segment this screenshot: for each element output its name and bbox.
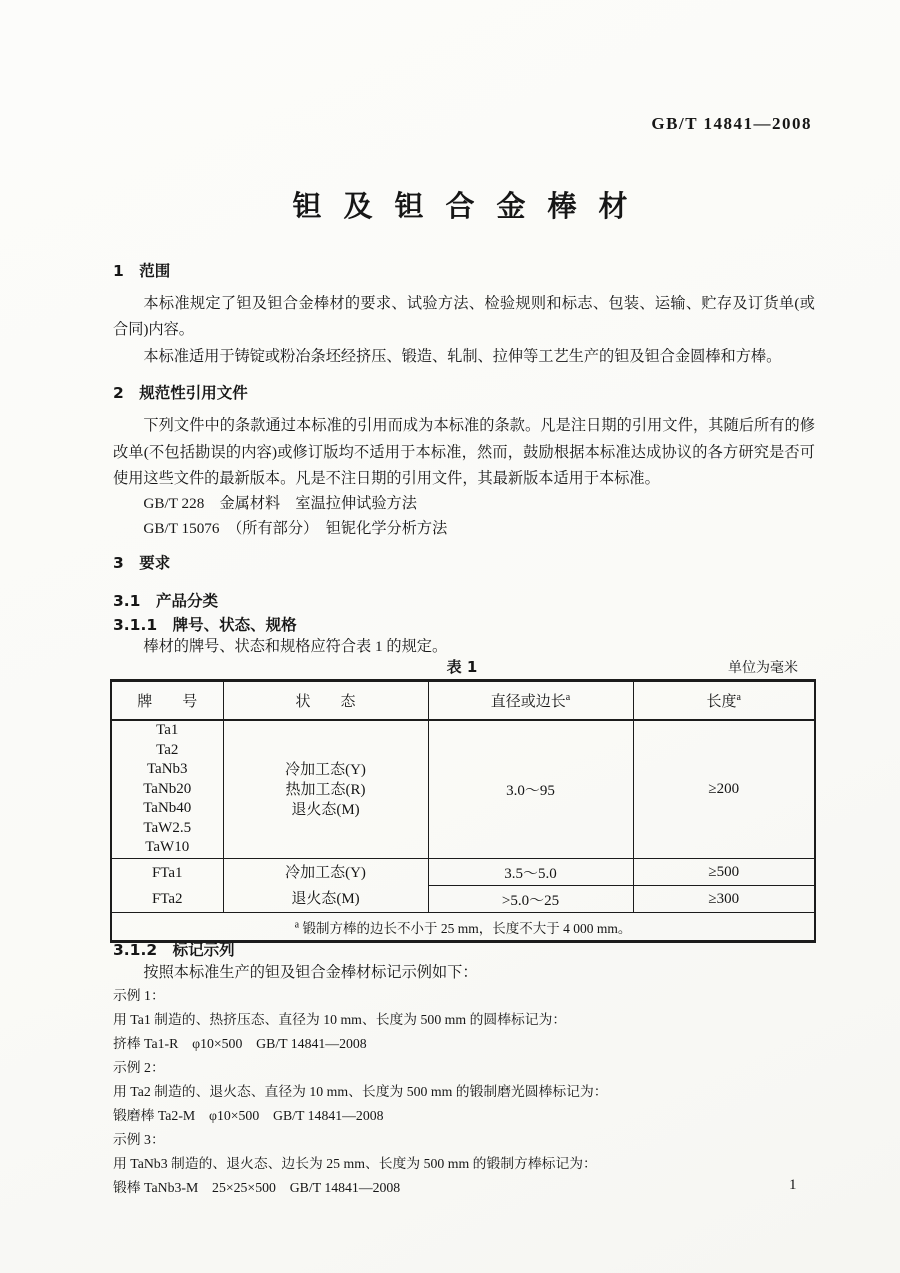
example-3-desc: 用 TaNb3 制造的、退火态、边长为 25 mm、长度为 500 mm 的锻制方棒标记为： <box>113 1156 597 1171</box>
reference-gbt15076: GB/T 15076 （所有部分） 钽铌化学分析方法 <box>143 520 448 537</box>
brand-tanb20: TaNb20 <box>143 780 192 797</box>
cell-group1-size: 3.0～95 <box>428 720 633 859</box>
standard-code: GB/T 14841—2008 <box>651 114 812 133</box>
column-header-brand: 牌 号 <box>111 681 223 721</box>
brand-taw10: TaW10 <box>145 839 190 856</box>
brand-taw2-5: TaW2.5 <box>143 819 192 836</box>
brand-ta1: Ta1 <box>156 722 179 739</box>
example-2-mark: 锻磨棒 Ta2-M φ10×500 GB/T 14841—2008 <box>113 1108 384 1123</box>
section-1-paragraph-1: 本标准规定了钽及钽合金棒材的要求、试验方法、检验规则和标志、包装、运输、贮存及订货单(或合同)内容。 <box>113 295 815 338</box>
footnote-marker: a <box>294 919 300 930</box>
section-3-1-2-heading: 3.1.2 标记示列 <box>113 941 235 959</box>
table-row-group2-sub1 <box>111 859 815 886</box>
section-2-heading: 2 规范性引用文件 <box>113 384 248 402</box>
brand-tanb40: TaNb40 <box>143 800 192 817</box>
example-1-desc: 用 Ta1 制造的、热挤压态、直径为 10 mm、长度为 500 mm 的圆棒标记为： <box>113 1012 567 1027</box>
cell-group1-length: ≥200 <box>633 720 815 859</box>
table-unit-note: 单位为毫米 <box>728 661 798 676</box>
table-1 <box>110 679 816 943</box>
section-1-heading: 1 范围 <box>113 262 171 280</box>
brand-ta2: Ta2 <box>156 741 179 758</box>
state-cold-worked: 冷加工态(Y) <box>285 761 366 778</box>
table-header-row <box>111 681 815 721</box>
example-1-label: 示例 1： <box>113 988 165 1003</box>
example-3-mark: 锻棒 TaNb3-M 25×25×500 GB/T 14841—2008 <box>113 1180 401 1195</box>
footnote-text: 锻制方棒的边长不小于 25 mm，长度不大于 4 000 mm。 <box>302 920 632 936</box>
state-hot-worked: 热加工态(R) <box>285 781 366 798</box>
page-number: 1 <box>789 1177 797 1193</box>
section-3-1-1-paragraph: 棒材的牌号、状态和规格应符合表 1 的规定。 <box>143 638 448 655</box>
state-annealed-2: 退火态(M) <box>291 890 360 907</box>
document-title: 钽及钽合金棒材 <box>292 189 650 223</box>
section-2-paragraph-1: 下列文件中的条款通过本标准的引用而成为本标准的条款。凡是注日期的引用文件，其随后所有的修改单(不包括勘误的内容)或修订版均不适用于本标准，然而，鼓励根据本标准达成协议的各方研究是否可使用这些文件的最新版本。凡是不注日期的引用文件，其最新版本适用于本标准。 <box>113 417 815 487</box>
brand-tanb3: TaNb3 <box>146 761 188 778</box>
brand-fta2: FTa2 <box>151 890 183 907</box>
example-3-label: 示例 3： <box>113 1132 165 1147</box>
section-3-heading: 3 要求 <box>113 554 171 572</box>
column-header-length-label: 长度 <box>706 694 737 710</box>
cell-group2-length-1: ≥500 <box>633 859 815 886</box>
example-2-desc: 用 Ta2 制造的、退火态、直径为 10 mm、长度为 500 mm 的锻制磨光圆棒标记为： <box>113 1084 608 1099</box>
table-row-group1 <box>111 720 815 859</box>
example-1-mark: 挤棒 Ta1-R φ10×500 GB/T 14841—2008 <box>113 1036 367 1051</box>
cell-group1-brands <box>111 720 223 859</box>
table-caption: 表 1 <box>446 658 478 676</box>
column-header-state: 状 态 <box>223 681 428 721</box>
cell-group2-size-2: >5.0～25 <box>428 886 633 913</box>
footnote-marker-size: a <box>565 692 571 703</box>
cell-group1-states <box>223 720 428 859</box>
example-2-label: 示例 2： <box>113 1060 165 1075</box>
reference-gbt228: GB/T 228 金属材料 室温拉伸试验方法 <box>143 495 417 512</box>
table-caption-row <box>110 656 814 676</box>
section-3-1-2-intro: 按照本标准生产的钽及钽合金棒材标记示例如下： <box>143 964 478 981</box>
column-header-size-label: 直径或边长 <box>490 694 566 710</box>
state-cold-worked-2: 冷加工态(Y) <box>285 864 366 881</box>
cell-group2-brands <box>111 859 223 913</box>
column-header-size <box>428 681 633 721</box>
brand-fta1: FTa1 <box>151 864 183 881</box>
cell-group2-length-2: ≥300 <box>633 886 815 913</box>
state-annealed: 退火态(M) <box>291 801 360 818</box>
cell-group2-states <box>223 859 428 913</box>
column-header-length <box>633 681 815 721</box>
section-3-1-heading: 3.1 产品分类 <box>113 592 218 610</box>
section-3-1-1-heading: 3.1.1 牌号、状态、规格 <box>113 616 297 634</box>
footnote-marker-length: a <box>736 692 741 703</box>
section-1-paragraph-2: 本标准适用于铸锭或粉冶条坯经挤压、锻造、轧制、拉伸等工艺生产的钽及钽合金圆棒和方棒。 <box>143 348 782 365</box>
marking-examples <box>113 984 833 1200</box>
cell-group2-size-1: 3.5～5.0 <box>428 859 633 886</box>
